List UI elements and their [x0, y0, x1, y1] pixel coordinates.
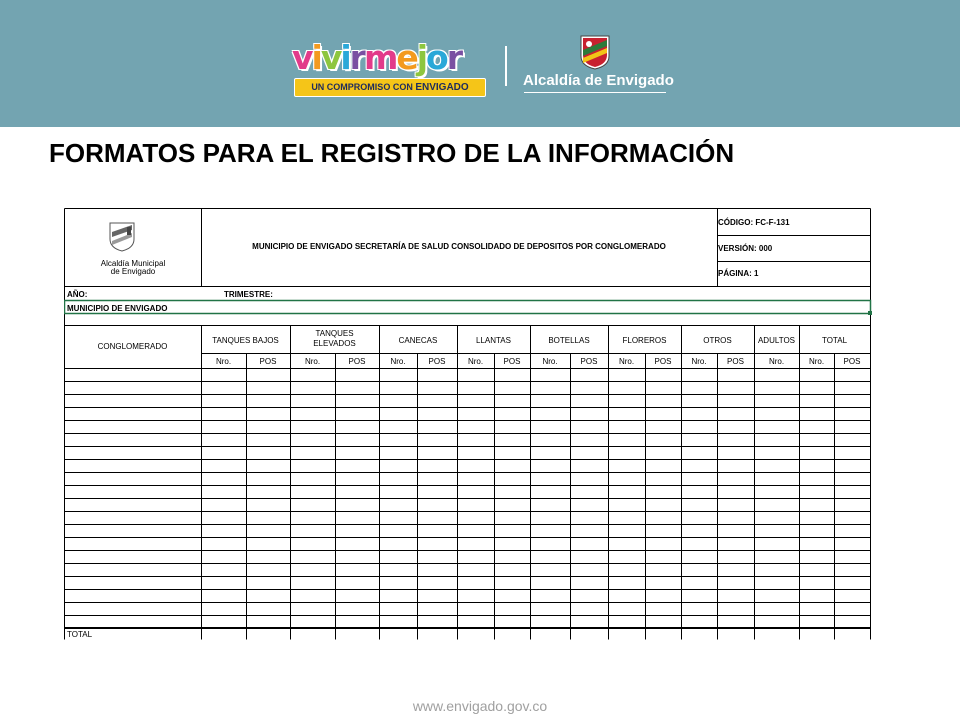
- sub-header: POS: [503, 357, 521, 366]
- form-logo-caption-2: de Envigado: [110, 267, 156, 276]
- envigado-shield-icon: [578, 34, 612, 70]
- group-header: [530, 336, 608, 346]
- sub-header: Nro.: [304, 357, 321, 366]
- group-header: [379, 336, 457, 346]
- sub-header: POS: [843, 357, 861, 366]
- group-header: [754, 336, 799, 346]
- codigo-field: CÓDIGO: FC-F-131: [718, 218, 790, 227]
- group-header: [457, 336, 530, 346]
- group-header: [681, 336, 754, 346]
- group-header-line2: ELEVADOS: [313, 339, 356, 348]
- version-field: VERSIÓN: 000: [718, 244, 773, 253]
- sub-header: POS: [348, 357, 366, 366]
- group-header: [799, 336, 870, 346]
- sub-header: Nro.: [808, 357, 825, 366]
- sub-header: Nro.: [467, 357, 484, 366]
- group-header-line1: ADULTOS: [757, 336, 796, 345]
- form-logo-icon: [110, 223, 134, 251]
- total-row-label: TOTAL: [67, 630, 93, 639]
- sub-header: Nro.: [542, 357, 558, 366]
- group-header-line1: TANQUES BAJOS: [212, 336, 279, 345]
- tagline-bold: ENVIGADO: [415, 82, 469, 93]
- vivir-mejor-tagline: [294, 78, 486, 97]
- sub-header: Nro.: [618, 357, 635, 366]
- group-header: [608, 336, 681, 346]
- group-header-line1: FLOREROS: [622, 336, 667, 345]
- tagline-prefix: UN COMPROMISO CON: [311, 82, 413, 92]
- group-header-line1: TOTAL: [821, 336, 848, 345]
- sub-header: POS: [428, 357, 446, 366]
- sub-header: POS: [580, 357, 598, 366]
- pagina-field: PÁGINA: 1: [718, 269, 759, 278]
- group-header-line1: CANECAS: [398, 336, 438, 345]
- group-header-line1: LLANTAS: [476, 336, 511, 345]
- logo-divider: [505, 46, 507, 86]
- conglomerado-header: CONGLOMERADO: [97, 342, 168, 351]
- registration-form: [64, 208, 872, 640]
- alcaldia-underline: [524, 92, 666, 93]
- group-header-line1: TANQUES: [315, 329, 354, 338]
- sub-header: POS: [259, 357, 277, 366]
- footer-url: www.envigado.gov.co: [412, 698, 548, 714]
- group-header-line1: BOTELLAS: [548, 336, 590, 345]
- page-title: FORMATOS PARA EL REGISTRO DE LA INFORMACIÓN: [49, 138, 735, 168]
- vivir-mejor-logo: [292, 40, 492, 96]
- sub-header: Nro.: [215, 357, 232, 366]
- vivir-mejor-wordmark: vivirmejor: [292, 38, 461, 77]
- selection-handle: [868, 311, 872, 315]
- group-header-line1: OTROS: [703, 336, 732, 345]
- sub-header: Nro.: [768, 357, 785, 366]
- group-header: [201, 336, 290, 346]
- alcaldia-name: Alcaldía de Envigado: [523, 72, 674, 89]
- anio-label: AÑO:: [67, 290, 88, 299]
- selected-row-highlight: [65, 301, 871, 314]
- form-header-title: MUNICIPIO DE ENVIGADO SECRETARÍA DE SALUD CONSOLIDADO DE DEPOSITOS POR CONGLOMERADO: [252, 242, 666, 251]
- sub-header: Nro.: [390, 357, 406, 366]
- sub-header: POS: [654, 357, 672, 366]
- sub-header: Nro.: [691, 357, 707, 366]
- municipio-row: MUNICIPIO DE ENVIGADO: [67, 304, 168, 313]
- form-logo-caption-1: Alcaldía Municipal: [100, 259, 166, 268]
- trimestre-label: TRIMESTRE:: [224, 290, 273, 299]
- header-banner: [0, 0, 960, 127]
- sub-header: POS: [727, 357, 744, 366]
- group-header: [290, 329, 379, 349]
